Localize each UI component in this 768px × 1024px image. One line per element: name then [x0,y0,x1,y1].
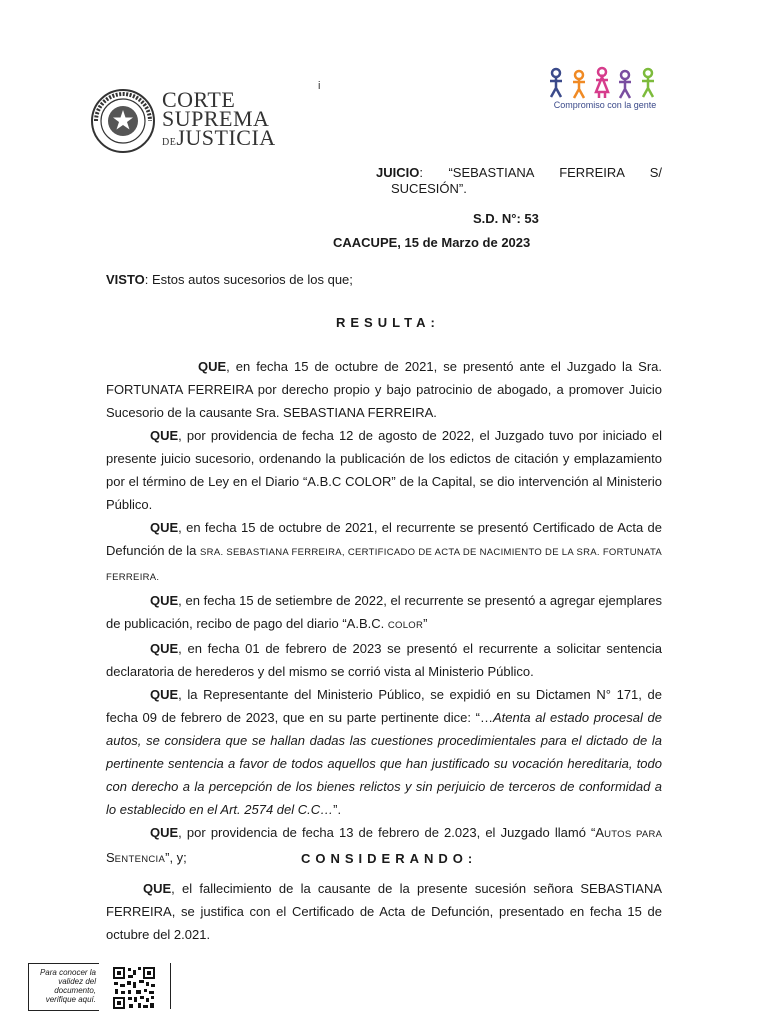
que-label: QUE [150,428,179,443]
paragraph-text: , en fecha 15 de octubre de 2021, el recurrente se presentó Certificado de Acta de Defunción de la [106,520,662,558]
small-caps-text: UTOS PARA [604,829,663,840]
paragraph-end: ” [423,616,428,631]
que-label: QUE [150,641,179,656]
small-caps-text: SRA. SEBASTIANA FERREIRA, CERTIFICADO DE ACTA DE NACIMIENTO DE LA SRA. FORTUNATA FERREIRA. [106,547,662,583]
small-caps-initial: S [106,850,115,865]
resulta-heading: RESULTA: [336,315,440,330]
compromiso-tagline: Compromiso con la gente [553,100,657,110]
paragraph-text: , en fecha 15 de setiembre de 2022, el recurrente se presentó a agregar ejemplares de publicación, recibo de pago del diario “A.B.C. [106,593,662,631]
sentence-number: S.D. N°: 53 [473,211,539,226]
paragraph-text: , en fecha 01 de febrero de 2023 se presentó el recurrente a solicitar sentencia declaratoria de herederos y del mismo se corrió vista al Ministerio Público. [106,641,662,679]
visto-line [106,272,353,287]
csj-justicia: JUSTICIA [176,125,276,150]
csj-wordmark [162,87,276,152]
considerando-paragraph-1 [106,877,662,946]
que-label: QUE [143,881,172,896]
que-label: QUE [150,593,179,608]
corte-suprema-logo [90,87,276,154]
small-caps-text: ENTENCIA [114,854,166,865]
paragraph-end: ”. [333,802,342,817]
paragraph-end: ”, y; [165,850,187,865]
juicio-line-2: SUCESIÓN”. [391,181,467,196]
csj-line-3 [162,125,276,152]
paragraph-text: , por providencia de fecha 12 de agosto de 2022, el Juzgado tuvo por iniciado el presente juicio sucesorio, ordenando la publicación de los edictos de citación y emplazamiento por el término de Ley en el Diario “A.B.C COLOR” de la Capital, se dio intervención al Ministerio Público. [106,428,662,512]
paragraph-text: , la Representante del Ministerio Público, se expidió en su Dictamen N° 171, de fecha 09 de febrero de 2023, que en su parte pertinente dice: “… [106,687,662,725]
page-mark: i [318,80,321,92]
people-group-icon [546,66,660,100]
visto-label: VISTO [106,272,145,287]
paragraph-4 [106,589,662,637]
compromiso-logo [540,66,665,116]
paragraph-3 [106,516,662,589]
que-label: QUE [198,359,227,374]
juicio-label: JUICIO [376,165,420,180]
paragraph-text: , el fallecimiento de la causante de la presente sucesión señora SEBASTIANA FERREIRA, se justifica con el Certificado de Acta de Defunción, presentado en fecha 15 de octubre del 2.021. [106,881,662,942]
considerando-heading: CONSIDERANDO: [301,851,478,866]
small-caps-text: COLOR [387,620,424,631]
verification-box [28,963,171,1011]
que-label: QUE [150,687,179,702]
paragraph-text: , en fecha 15 de octubre de 2021, se presentó ante el Juzgado la Sra. FORTUNATA FERREIRA por derecho propio y bajo patrocinio de abogado, a promover Juicio Sucesorio de la causante Sra. SEBASTIANA FERREIRA. [106,359,662,420]
considerando-body [106,877,662,946]
csj-line-1: CORTE [162,87,236,112]
juicio-text: : “SEBASTIANA FERREIRA S/ [419,165,662,180]
csj-line-2: SUPREMA [162,106,270,131]
verification-text: Para conocer la validez del documento, verifique aquí. [39,968,96,1004]
csj-de: DE [162,137,177,148]
verification-bracket-right [164,963,171,1009]
court-seal-icon [90,88,156,154]
small-caps-initial: A [595,825,605,840]
paragraph-text: , por providencia de fecha 13 de febrero de 2.023, el Juzgado llamó “ [178,825,596,840]
qr-code-icon[interactable] [112,966,156,1010]
que-label: QUE [150,520,179,535]
paragraph-1 [106,355,662,424]
resulta-body [106,355,662,871]
dictamen-quote: Atenta al estado procesal de autos, se considera que se hallan dadas las cuestiones procedimientales para el dictado de la pertinente sentencia a favor de todos aquellos que han justificado su vocación hereditaria, todo con derecho a la percepción de los bienes relictos y sin perjuicio de terceros de conformidad a lo establecido en el Art. 2574 del C.C… [106,710,662,817]
paragraph-5 [106,637,662,683]
paragraph-6 [106,683,662,821]
paragraph-2 [106,424,662,516]
place-date: CAACUPE, 15 de Marzo de 2023 [333,235,531,250]
visto-text: : Estos autos sucesorios de los que; [144,272,353,287]
que-label: QUE [150,825,179,840]
